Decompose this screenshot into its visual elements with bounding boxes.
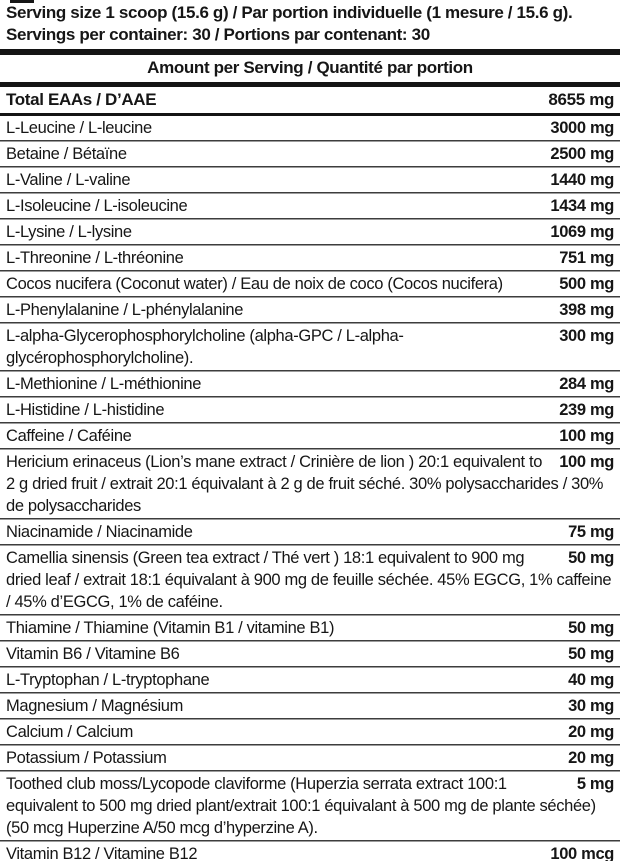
ingredient-name: Hericium erinaceus (Lion’s mane extract / Crinière de lion ): [6, 453, 414, 471]
ingredient-amount: 30 mg: [568, 697, 614, 715]
ingredient-table: [0, 116, 620, 861]
ingredient-name: L-Phenylalanine / L-phénylalanine: [6, 301, 244, 319]
table-row: [0, 424, 620, 448]
ingredient-amount: 2500 mg: [550, 145, 614, 163]
table-row: [0, 220, 620, 244]
ingredient-name: Cocos nucifera (Coconut water) / Eau de noix de coco (Cocos nucifera): [6, 275, 503, 293]
table-row: [0, 194, 620, 218]
ingredient-name: Vitamin B6 / Vitamine B6: [6, 645, 180, 663]
ingredient-amount: 1434 mg: [550, 197, 614, 215]
table-row: [0, 142, 620, 166]
ingredient-name: Camellia sinensis (Green tea extract / Thé vert ) 18:1 equivalent to 900 mg: [6, 549, 525, 567]
table-row: [0, 398, 620, 422]
table-row: [0, 450, 620, 518]
table-row: [0, 520, 620, 544]
ingredient-name: L-alpha-Glycerophosphorylcholine (alpha-GPC /: [6, 327, 342, 345]
ingredient-amount: 300 mg: [559, 327, 614, 345]
ingredient-amount: 50 mg: [568, 549, 614, 567]
table-row: [0, 668, 620, 692]
ingredient-amount: 100 mg: [559, 453, 614, 471]
table-row: [0, 642, 620, 666]
ingredient-note: 20:1 equivalent to 2 g dried fruit / extrait 20:1 équivalant à 2 g de fruit séché. 30% polysaccharides / 30% de polysaccharides: [6, 453, 604, 515]
ingredient-amount: 40 mg: [568, 671, 614, 689]
ingredient-amount: 100 mcg: [550, 845, 614, 861]
table-row: [0, 694, 620, 718]
table-row: [0, 372, 620, 396]
servings-per-container-line: Servings per container: 30 / Portions par contenant: 30: [6, 25, 430, 44]
ingredient-amount: 5 mg: [576, 775, 614, 793]
ingredient-amount: 239 mg: [559, 401, 614, 419]
table-row: [0, 272, 620, 296]
ingredient-name: Caffeine / Caféine: [6, 427, 132, 445]
ingredient-name: L-Lysine / L-lysine: [6, 223, 132, 241]
ingredient-note: dried leaf / extrait 18:1 équivalant à 900 mg de feuille séchée. 45% EGCG, 1% caffeine / 45% d’EGCG, 1% de caféine.: [6, 571, 612, 611]
table-row: [0, 298, 620, 322]
ingredient-name: Betaine / Bétaïne: [6, 145, 127, 163]
ingredient-amount: 284 mg: [559, 375, 614, 393]
ingredient-amount: 500 mg: [559, 275, 614, 293]
total-eaas-row: [0, 87, 620, 113]
ingredient-name: L-Leucine / L-leucine: [6, 119, 152, 137]
table-row: [0, 616, 620, 640]
table-row: [0, 772, 620, 840]
ingredient-name: Magnesium / Magnésium: [6, 697, 183, 715]
ingredient-name: Niacinamide / Niacinamide: [6, 523, 193, 541]
ingredient-amount: 3000 mg: [550, 119, 614, 137]
ingredient-amount: 398 mg: [559, 301, 614, 319]
table-row: [0, 746, 620, 770]
ingredient-amount: 20 mg: [568, 749, 614, 767]
ingredient-amount: 1440 mg: [550, 171, 614, 189]
table-row: [0, 246, 620, 270]
ingredient-name: Toothed club moss/Lycopode claviforme (Huperzia serrata extract 100:1: [6, 775, 507, 793]
ingredient-name: L-Threonine / L-thréonine: [6, 249, 184, 267]
table-row: [0, 116, 620, 140]
ingredient-name: Thiamine / Thiamine (Vitamin B1 / vitamine B1): [6, 619, 335, 637]
amount-per-serving-header: Amount per Serving / Quantité par portion: [147, 58, 473, 77]
ingredient-name: Vitamin B12 / Vitamine B12: [6, 845, 198, 861]
ingredient-name: L-Isoleucine / L-isoleucine: [6, 197, 188, 215]
ingredient-amount: 50 mg: [568, 619, 614, 637]
total-eaas-name: Total EAAs / D’AAE: [6, 90, 157, 109]
ingredient-note: equivalent to 500 mg dried plant/extrait 100:1 équivalant à 500 mg de plante séchée) (50 mcg Huperzine A/50 mcg d’hyperzine A).: [6, 797, 596, 837]
ingredient-name: L-Histidine / L-histidine: [6, 401, 165, 419]
table-row: [0, 324, 620, 370]
ingredient-name: Potassium / Potassium: [6, 749, 167, 767]
serving-size-line: Serving size 1 scoop (15.6 g) / Par portion individuelle (1 mesure / 15.6 g).: [6, 3, 573, 22]
ingredient-amount: 75 mg: [568, 523, 614, 541]
ingredient-note: L-alpha-glycérophosphorylcholine).: [6, 327, 404, 367]
table-row: [0, 720, 620, 744]
total-eaas-amount: 8655 mg: [548, 90, 614, 109]
ingredient-name: L-Tryptophan / L-tryptophane: [6, 671, 210, 689]
ingredient-amount: 1069 mg: [550, 223, 614, 241]
ingredient-amount: 50 mg: [568, 645, 614, 663]
table-row: [0, 168, 620, 192]
ingredient-name: L-Methionine / L-méthionine: [6, 375, 202, 393]
crop-artifact: [10, 0, 34, 3]
ingredient-name: L-Valine / L-valine: [6, 171, 131, 189]
ingredient-amount: 100 mg: [559, 427, 614, 445]
ingredient-amount: 20 mg: [568, 723, 614, 741]
ingredient-amount: 751 mg: [559, 249, 614, 267]
table-row: [0, 546, 620, 614]
table-row: [0, 842, 620, 861]
ingredient-name: Calcium / Calcium: [6, 723, 133, 741]
